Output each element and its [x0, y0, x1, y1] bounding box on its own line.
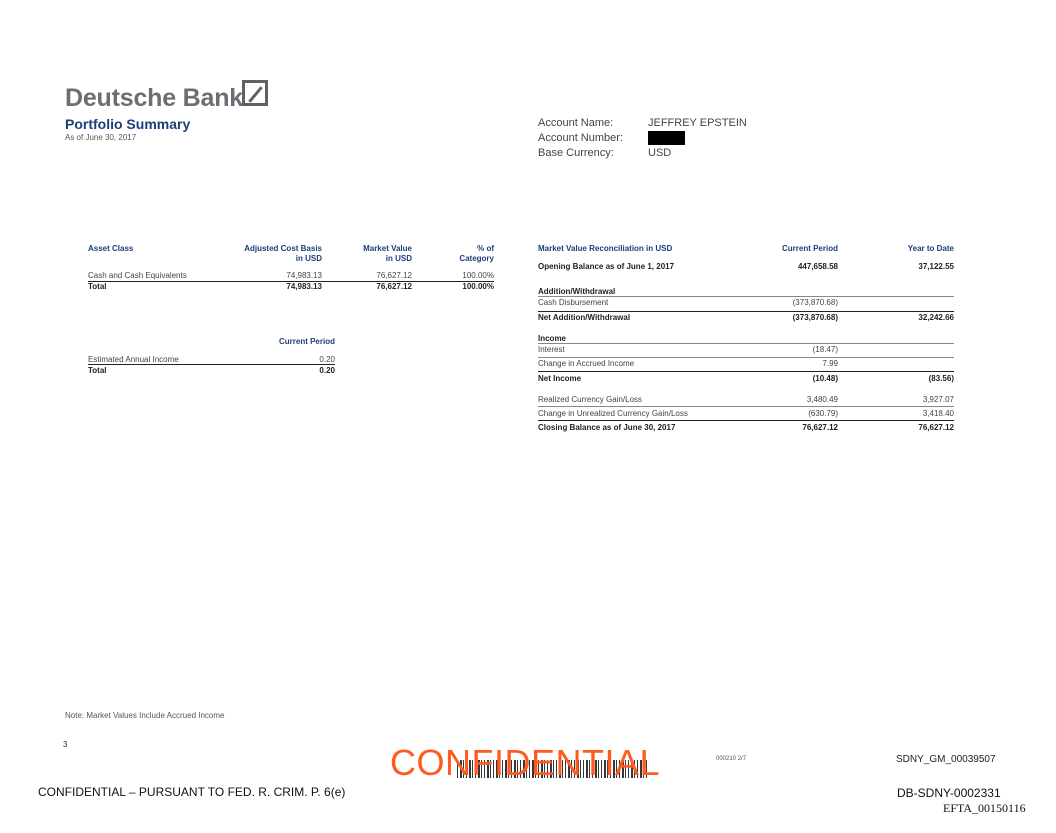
recon-cash-disb-current: (373,870.68): [792, 298, 838, 307]
recon-unrealized-label: Change in Unrealized Currency Gain/Loss: [538, 409, 688, 418]
as-of-date: As of June 30, 2017: [65, 133, 137, 142]
account-name-value: JEFFREY EPSTEIN: [648, 117, 747, 129]
recon-rule: [538, 296, 954, 297]
recon-interest-label: Interest: [538, 345, 565, 354]
asset-total-cost: 74,983.13: [286, 282, 322, 291]
bates-number-db-sdny: DB-SDNY-0002331: [897, 786, 1001, 800]
bates-number-sdny-gm: SDNY_GM_00039507: [896, 754, 996, 765]
recon-header-current: Current Period: [781, 244, 838, 253]
recon-rule: [538, 311, 954, 312]
asset-row-cost: 74,983.13: [286, 271, 322, 280]
income-current-period-header: Current Period: [278, 337, 335, 346]
asset-row-mv: 76,627.12: [376, 271, 412, 280]
recon-unrealized-current: (630.79): [808, 409, 838, 418]
recon-net-add-label: Net Addition/Withdrawal: [538, 313, 631, 322]
income-total-rule: [88, 364, 335, 365]
recon-opening-ytd: 37,122.55: [918, 262, 954, 271]
bank-logo-text: Deutsche Bank: [65, 84, 244, 112]
recon-realized-current: 3,480.49: [806, 395, 838, 404]
market-value-header: Market Value: [363, 244, 412, 253]
asset-total-mv: 76,627.12: [376, 282, 412, 291]
recon-rule: [538, 371, 954, 372]
page-number: 3: [63, 740, 68, 749]
recon-opening-current: 447,658.58: [797, 262, 838, 271]
asset-total-label: Total: [88, 282, 107, 291]
recon-closing-ytd: 76,627.12: [918, 423, 954, 432]
recon-addition-header: Addition/Withdrawal: [538, 287, 616, 296]
recon-net-add-ytd: 32,242.66: [918, 313, 954, 322]
page-title: Portfolio Summary: [65, 116, 191, 132]
document-code: 000210 2/7: [716, 756, 747, 762]
asset-row-class: Cash and Cash Equivalents: [88, 271, 187, 280]
recon-rule: [538, 406, 954, 407]
pct-header: % of: [477, 244, 494, 253]
income-total-value: 0.20: [319, 366, 335, 375]
income-row-label: Estimated Annual Income: [88, 355, 179, 364]
income-total-label: Total: [88, 366, 107, 375]
recon-rule: [538, 357, 954, 358]
account-name-label: Account Name:: [538, 117, 614, 129]
recon-realized-ytd: 3,927.07: [922, 395, 954, 404]
income-row-value: 0.20: [319, 355, 335, 364]
base-currency-label: Base Currency:: [538, 147, 614, 159]
account-number-redaction: [648, 131, 685, 145]
footnote: Note: Market Values Include Accrued Income: [65, 711, 225, 720]
recon-closing-label: Closing Balance as of June 30, 2017: [538, 423, 676, 432]
recon-accrued-current: 7.99: [822, 359, 838, 368]
recon-header-ytd: Year to Date: [907, 244, 954, 253]
asset-total-pct: 100.00%: [462, 282, 494, 291]
recon-income-header: Income: [538, 334, 567, 343]
confidentiality-notice: CONFIDENTIAL – PURSUANT TO FED. R. CRIM. P. 6(e): [38, 785, 346, 799]
bates-number-efta: EFTA_00150116: [943, 801, 1026, 815]
recon-header-title: Market Value Reconciliation in USD: [538, 244, 673, 253]
confidential-stamp: CONFIDENTIAL: [390, 742, 661, 783]
base-currency-value: USD: [648, 147, 672, 159]
cost-basis-header: Adjusted Cost Basis: [244, 244, 322, 253]
recon-closing-current: 76,627.12: [802, 423, 838, 432]
recon-net-add-current: (373,870.68): [792, 313, 838, 322]
pct-header-category: Category: [459, 254, 494, 263]
recon-rule: [538, 420, 954, 421]
asset-class-header: Asset Class: [88, 244, 134, 253]
asset-row-pct: 100.00%: [462, 271, 494, 280]
cost-basis-header-unit: in USD: [295, 254, 322, 263]
recon-unrealized-ytd: 3,418.40: [922, 409, 954, 418]
recon-interest-current: (18.47): [812, 345, 838, 354]
recon-net-income-current: (10.48): [812, 374, 838, 383]
recon-opening-label: Opening Balance as of June 1, 2017: [538, 262, 675, 271]
recon-cash-disb-label: Cash Disbursement: [538, 298, 609, 307]
recon-realized-label: Realized Currency Gain/Loss: [538, 395, 643, 404]
account-number-label: Account Number:: [538, 132, 623, 144]
recon-rule: [538, 343, 954, 344]
recon-net-income-ytd: (83.56): [928, 374, 954, 383]
market-value-header-unit: in USD: [385, 254, 412, 263]
recon-accrued-label: Change in Accrued Income: [538, 359, 635, 368]
recon-net-income-label: Net Income: [538, 374, 582, 383]
bank-logo-icon: [242, 80, 268, 106]
